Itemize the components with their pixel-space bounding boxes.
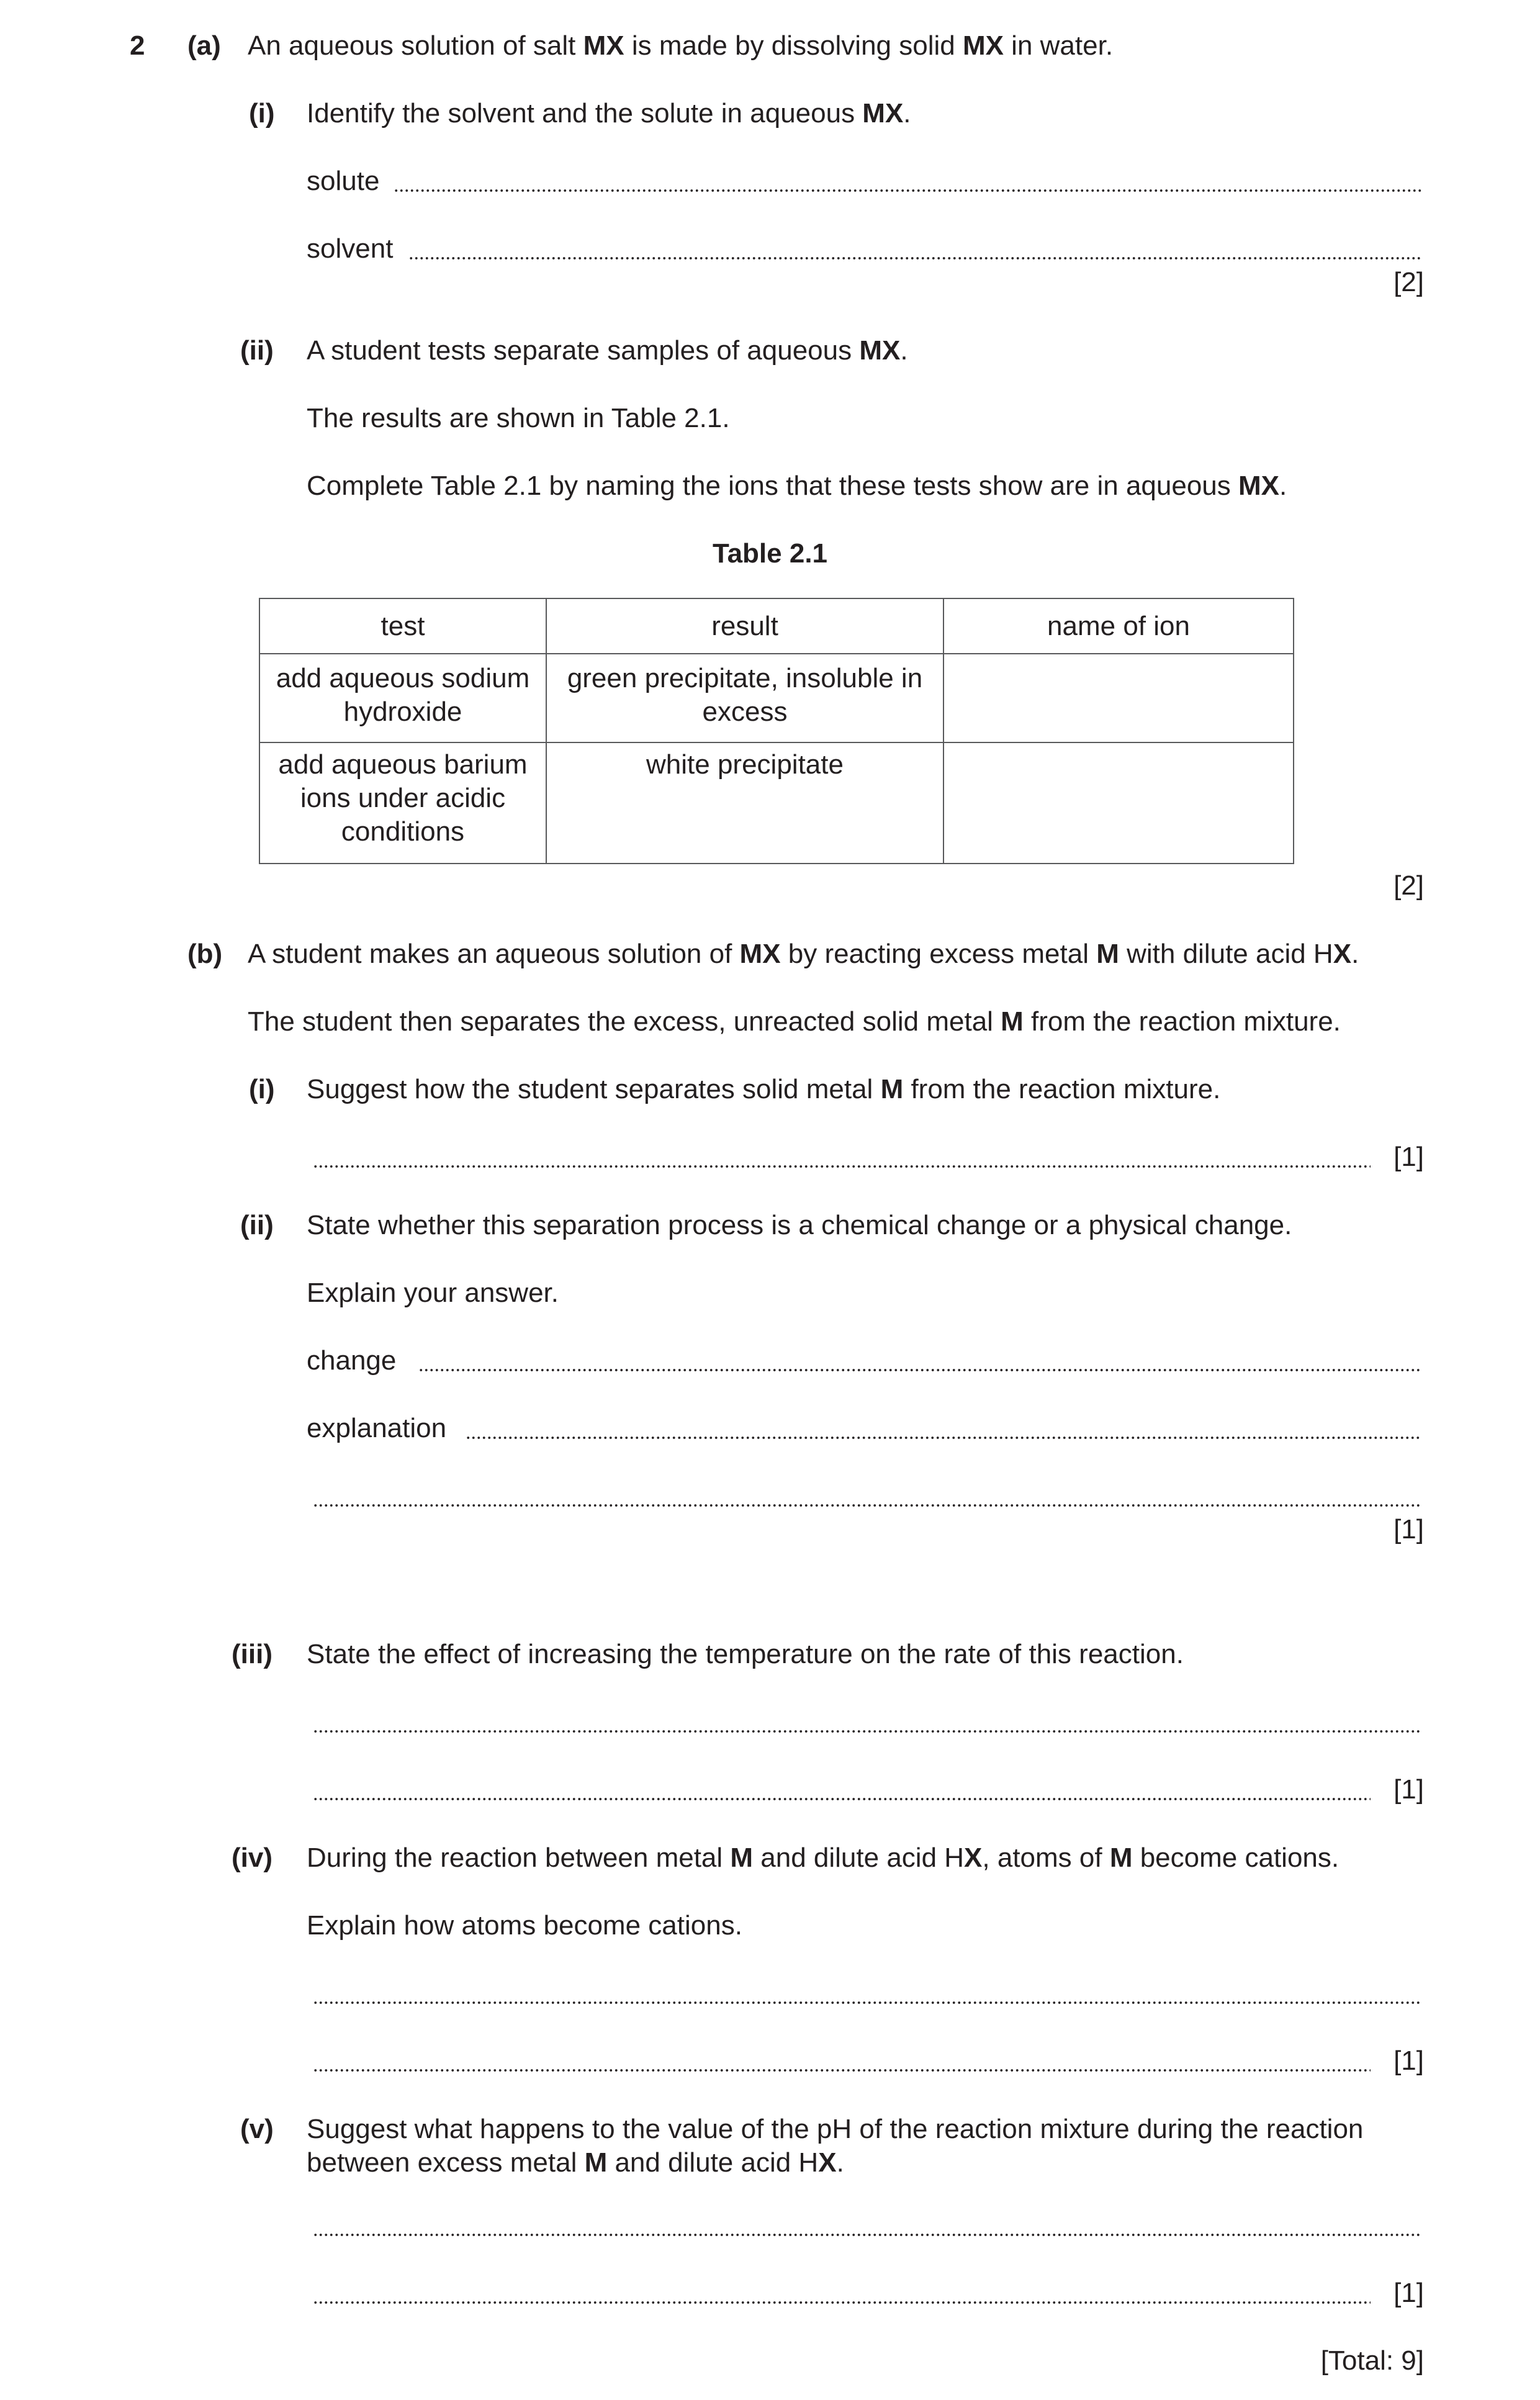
marks-b-v: [1] bbox=[1394, 2278, 1424, 2308]
question-number: 2 bbox=[130, 30, 145, 61]
part-a-ii-line3: Complete Table 2.1 by naming the ions that these tests show are in aqueous MX. bbox=[307, 471, 1287, 501]
header-test: test bbox=[259, 598, 546, 654]
b-iii-answer-line-2[interactable] bbox=[313, 1796, 1371, 1802]
part-b-stem2: The student then separates the excess, unreacted solid metal M from the reaction mixture. bbox=[248, 1006, 1341, 1037]
part-b-ii-text2: Explain your answer. bbox=[307, 1278, 559, 1308]
marks-b-ii: [1] bbox=[1394, 1514, 1424, 1545]
b-i-answer-line[interactable] bbox=[313, 1163, 1371, 1170]
row1-ion-answer[interactable] bbox=[943, 654, 1294, 742]
table-header-row bbox=[259, 598, 1294, 654]
part-b-iv-text: During the reaction between metal M and dilute acid HX, atoms of M become cations. bbox=[307, 1843, 1340, 1873]
row2-ion-answer[interactable] bbox=[943, 742, 1294, 864]
row1-test: add aqueous sodium hydroxide bbox=[259, 654, 546, 742]
change-label: change bbox=[307, 1345, 397, 1376]
part-b-iii-label: (iii) bbox=[232, 1639, 272, 1669]
results-table bbox=[259, 598, 1294, 864]
change-answer-line[interactable] bbox=[418, 1367, 1421, 1373]
table-caption: Table 2.1 bbox=[712, 538, 828, 569]
part-b-stem1: A student makes an aqueous solution of MX by reacting excess metal M with dilute acid HX. bbox=[248, 939, 1359, 969]
explanation-answer-line-2[interactable] bbox=[313, 1502, 1421, 1509]
part-a-i-text: Identify the solvent and the solute in aqueous MX. bbox=[307, 98, 911, 129]
part-b-ii-label: (ii) bbox=[240, 1210, 274, 1240]
solute-answer-line[interactable] bbox=[394, 187, 1421, 194]
marks-b-i: [1] bbox=[1394, 1142, 1424, 1172]
part-b-v-text-line1: Suggest what happens to the value of the pH of the reaction mixture during the reaction bbox=[307, 2114, 1364, 2144]
row2-result: white precipitate bbox=[546, 742, 943, 864]
part-a-i-label: (i) bbox=[249, 98, 275, 129]
table-row bbox=[259, 654, 1294, 742]
marks-b-iv: [1] bbox=[1394, 2046, 1424, 2076]
solvent-label: solvent bbox=[307, 233, 394, 264]
b-iii-answer-line-1[interactable] bbox=[313, 1728, 1421, 1735]
marks-b-iii: [1] bbox=[1394, 1774, 1424, 1805]
total-marks: [Total: 9] bbox=[1320, 2345, 1424, 2376]
row1-result: green precipitate, insoluble in excess bbox=[546, 654, 943, 742]
solute-label: solute bbox=[307, 166, 380, 196]
table-row bbox=[259, 742, 1294, 864]
solvent-answer-line[interactable] bbox=[408, 255, 1421, 261]
part-b-iii-text: State the effect of increasing the temperature on the rate of this reaction. bbox=[307, 1639, 1184, 1669]
part-b-label: (b) bbox=[187, 939, 223, 969]
part-b-ii-text: State whether this separation process is a chemical change or a physical change. bbox=[307, 1210, 1292, 1240]
b-iv-answer-line-1[interactable] bbox=[313, 2000, 1421, 2006]
part-a-ii-line1: A student tests separate samples of aqueous MX. bbox=[307, 335, 908, 366]
part-b-i-text: Suggest how the student separates solid metal M from the reaction mixture. bbox=[307, 1074, 1221, 1104]
explanation-answer-line[interactable] bbox=[466, 1435, 1421, 1441]
header-name-of-ion: name of ion bbox=[943, 598, 1294, 654]
explanation-label: explanation bbox=[307, 1413, 447, 1443]
part-b-i-label: (i) bbox=[249, 1074, 275, 1104]
b-v-answer-line-2[interactable] bbox=[313, 2299, 1371, 2306]
marks-a-i: [2] bbox=[1394, 267, 1424, 297]
part-b-v-text-line2: between excess metal M and dilute acid HX. bbox=[307, 2147, 844, 2178]
row2-test: add aqueous barium ions under acidic conditions bbox=[259, 742, 546, 864]
part-b-iv-text2: Explain how atoms become cations. bbox=[307, 1910, 742, 1941]
part-b-iv-label: (iv) bbox=[232, 1843, 272, 1873]
b-v-answer-line-1[interactable] bbox=[313, 2232, 1421, 2238]
b-iv-answer-line-2[interactable] bbox=[313, 2067, 1371, 2073]
part-a-ii-line2: The results are shown in Table 2.1. bbox=[307, 403, 730, 433]
marks-a-ii: [2] bbox=[1394, 870, 1424, 901]
header-result: result bbox=[546, 598, 943, 654]
part-a-label: (a) bbox=[187, 30, 221, 61]
part-a-ii-label: (ii) bbox=[240, 335, 274, 366]
part-a-stem: An aqueous solution of salt MX is made by dissolving solid MX in water. bbox=[248, 30, 1114, 61]
part-b-v-label: (v) bbox=[240, 2114, 274, 2144]
